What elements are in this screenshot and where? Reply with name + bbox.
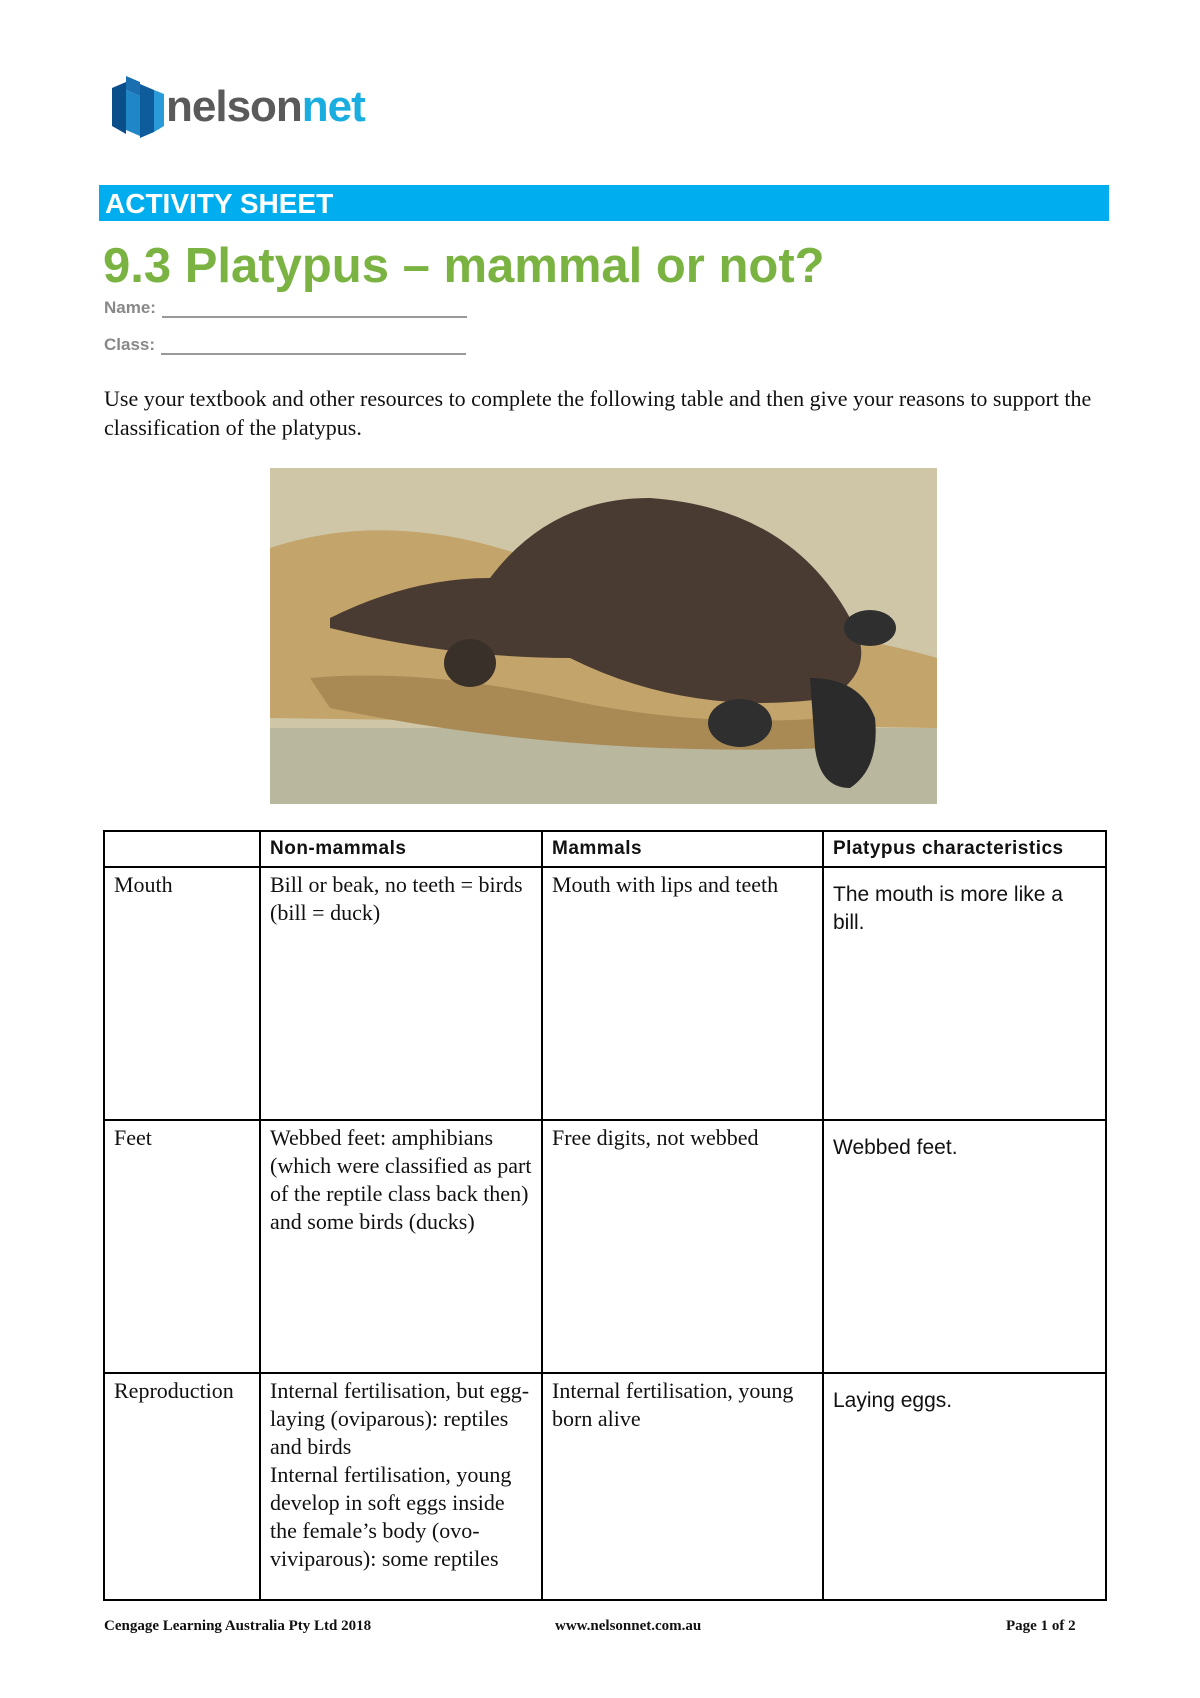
- table-row: [104, 867, 1106, 1120]
- page-title: 9.3 Platypus – mammal or not?: [103, 239, 825, 293]
- header-mammals: Mammals: [542, 831, 823, 867]
- mammals-cell: Mouth with lips and teeth: [542, 867, 823, 1120]
- mammals-cell: Free digits, not webbed: [542, 1120, 823, 1373]
- class-label: Class:: [104, 335, 156, 354]
- class-field[interactable]: [104, 335, 466, 355]
- non-mammals-cell: Webbed feet: amphibians (which were classified as part of the reptile class back then) and some birds (ducks): [260, 1120, 542, 1373]
- header-non-mammals: Non-mammals: [260, 831, 542, 867]
- non-mammals-cell: Internal fertilisation, but egg-laying (oviparous): reptiles and birds Internal fertilisation, young develop in soft eggs inside the female’s body (ovo-viviparous): some reptiles: [260, 1373, 542, 1600]
- activity-sheet-banner: [99, 185, 1109, 221]
- row-label: Reproduction: [104, 1373, 260, 1600]
- row-label: Mouth: [104, 867, 260, 1120]
- footer-page-number: Page 1 of 2: [1006, 1618, 1076, 1634]
- non-mammals-cell: Bill or beak, no teeth = birds (bill = duck): [260, 867, 542, 1120]
- row-label: Feet: [104, 1120, 260, 1373]
- header-blank: [104, 831, 260, 867]
- table-header-row: [104, 831, 1106, 867]
- name-line[interactable]: [162, 298, 467, 318]
- nelsonnet-logo: [110, 74, 365, 140]
- platypus-cell[interactable]: Laying eggs.: [823, 1373, 1106, 1600]
- header-platypus: Platypus characteristics: [823, 831, 1106, 867]
- footer-copyright: Cengage Learning Australia Pty Ltd 2018: [104, 1618, 372, 1634]
- footer-website[interactable]: www.nelsonnet.com.au: [555, 1618, 702, 1634]
- banner-label: ACTIVITY SHEET: [105, 188, 334, 219]
- table-row: [104, 1373, 1106, 1600]
- name-label: Name:: [104, 298, 156, 317]
- logo-text-net: net: [301, 82, 365, 131]
- instructions: Use your textbook and other resources to complete the following table and then give your reasons to support the classification of the platypus.: [104, 386, 1092, 440]
- table-row: [104, 1120, 1106, 1373]
- platypus-cell[interactable]: The mouth is more like a bill.: [823, 867, 1106, 1120]
- platypus-illustration: [270, 468, 937, 804]
- nelsonnet-cube-icon: [110, 74, 166, 140]
- classification-table: [103, 830, 1107, 1601]
- logo-text-nelson: nelson: [166, 82, 302, 131]
- name-field[interactable]: [104, 298, 467, 318]
- mammals-cell: Internal fertilisation, young born alive: [542, 1373, 823, 1600]
- class-line[interactable]: [161, 335, 466, 355]
- platypus-cell[interactable]: Webbed feet.: [823, 1120, 1106, 1373]
